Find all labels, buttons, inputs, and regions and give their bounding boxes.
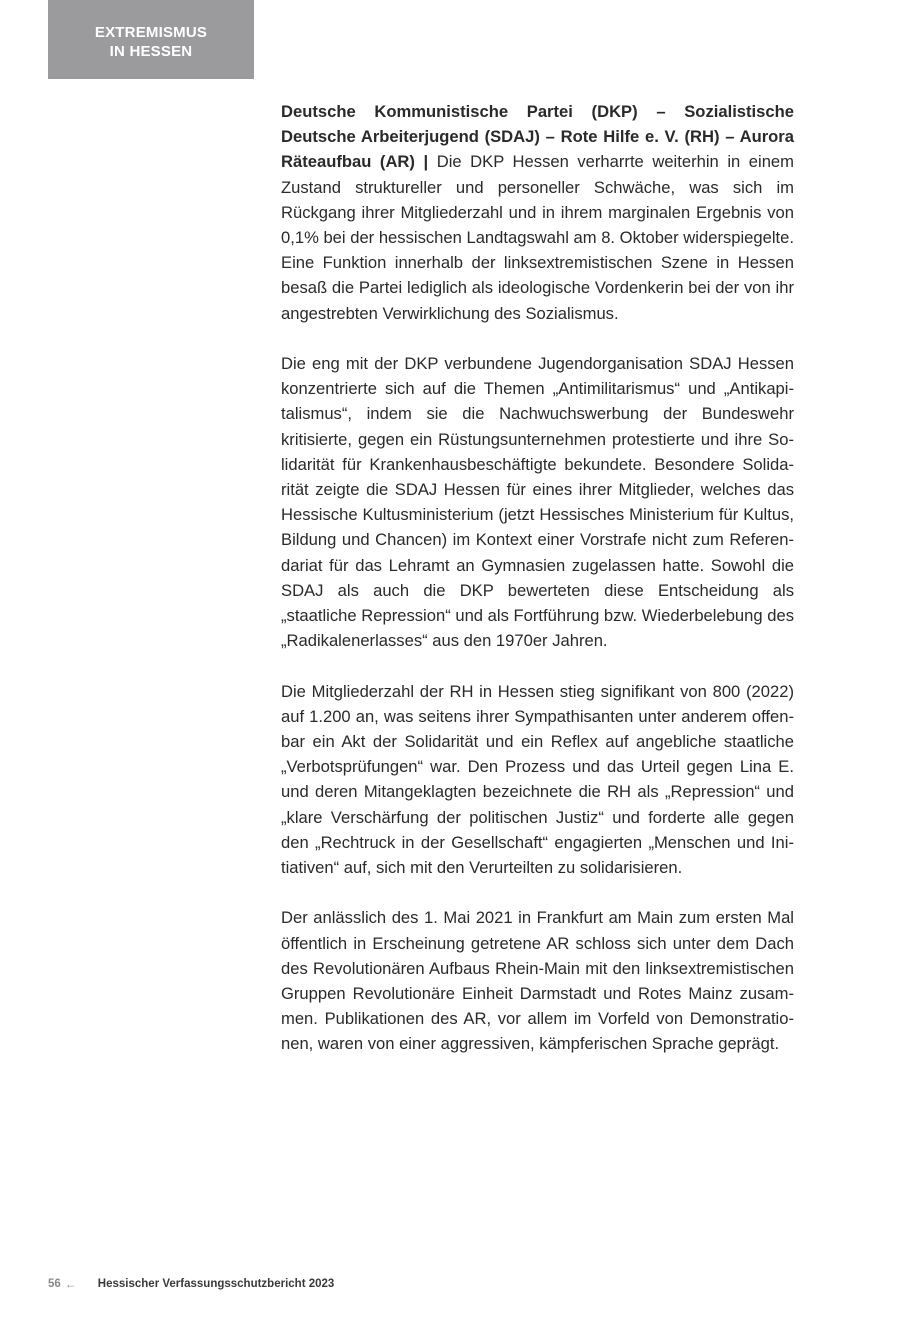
page-number: 56: [48, 1278, 61, 1290]
publication-title: Hessischer Verfassungsschutzbericht 2023: [97, 1278, 335, 1290]
section-tab: [48, 0, 254, 79]
paragraph-3: Die Mitgliederzahl der RH in Hessen stieg signifikant von 800 (2022) auf 1.200 an, was seitens ihrer Sympathisanten unter anderem offenbar ein Akt der Solidarität und ein Reflex auf angebliche staatliche „Verbotsprüfungen“ war. Den Prozess und das Urteil gegen Lina E. und deren Mitangeklagten bezeichnete die RH als „Repression“ und „klare Verschärfung der politischen Justiz“ und forderte alle gegen den „Rechtruck in der Gesellschaft“ engagierten „Menschen und Initiativen“ auf, sich mit den Verurteilten zu solidarisieren.: [281, 681, 794, 878]
paragraph-2: Die eng mit der DKP verbundene Jugendorganisation SDAJ Hessen konzentrierte sich auf die Themen „Antimilitarismus“ und „Antikapitalismus“, indem sie die Nachwuchswerbung der Bundeswehr kritisierte, gegen ein Rüstungsunternehmen protestierte und ihre Solidarität für Krankenhausbeschäftigte bekundete. Besondere Solidarität zeigte die SDAJ Hessen für eines ihrer Mitglieder, welches das Hessische Kultusministerium (jetzt Hessisches Ministerium für Kultus, Bildung und Chancen) im Kontext einer Vorstrafe nicht zum Referendariat für das Lehramt an Gymnasien zugelassen hatte. Sowohl die SDAJ als auch die DKP bewerteten diese Entscheidung als „staatliche Repression“ und als Fortführung bzw. Wiederbelebung des „Radikalenerlasses“ aus den 1970er Jahren.: [281, 354, 794, 651]
paragraph-1: [281, 99, 794, 326]
section-tab-line2: IN HESSEN: [109, 42, 193, 60]
arrow-left-icon[interactable]: ←: [64, 1277, 77, 1291]
section-heading: Deutsche Kommunistische Partei (DKP) – Sozialistische Deutsche Arbeiterjugend (SDAJ) – Rote Hilfe e. V. (RH) – Aurora Räteaufbau (AR) |: [281, 102, 794, 172]
paragraph-4: Der anlässlich des 1. Mai 2021 in Frankfurt am Main zum ersten Mal öffentlich in Erscheinung getretene AR schloss sich unter dem Dach des Revolutionären Aufbaus Rhein-Main mit den linksextremistischen Gruppen Revolutionäre Einheit Darmstadt und Rotes Mainz zusammen. Publikationen des AR, vor allem im Vorfeld von Demonstrationen, waren von einer aggressiven, kämpferischen Sprache geprägt.: [281, 908, 794, 1054]
paragraph-1-text: Die DKP Hessen verharrte weiterhin in einem Zustand struktureller und personeller Schwäche, was sich im Rückgang ihrer Mitgliederzahl und in ihrem marginalen Ergebnis von 0,1% bei der hessischen Landtagswahl am 8. Oktober widerspiegelte. Eine Funktion innerhalb der linksextremistischen Szene in Hessen besaß die Partei lediglich als ideologische Vordenkerin bei der von ihr angestrebten Verwirklichung des Sozialismus.: [281, 152, 794, 323]
section-tab-line1: EXTREMISMUS: [94, 23, 208, 41]
article-body: [281, 99, 794, 1082]
page-footer: [48, 1277, 334, 1291]
